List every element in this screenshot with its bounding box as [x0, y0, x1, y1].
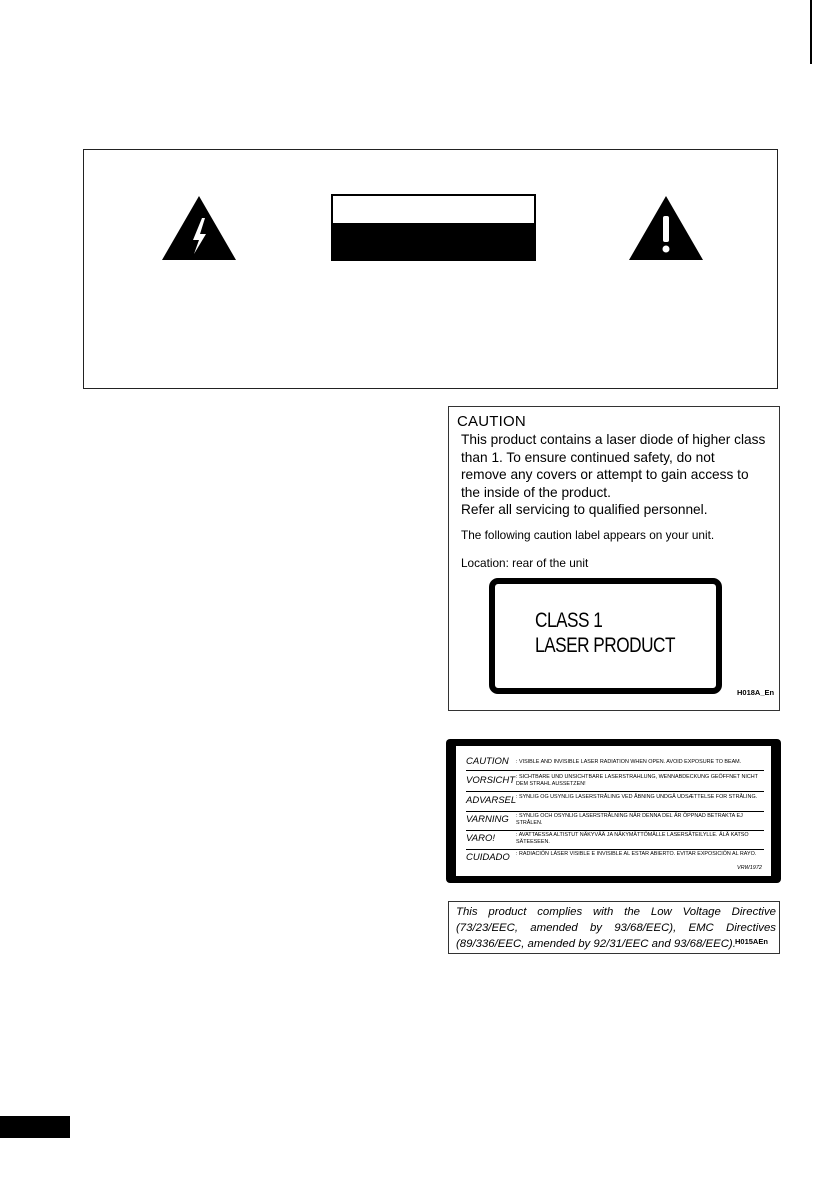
caution-line: This product contains a laser diode of higher class [461, 432, 766, 447]
label-text: : SYNLIG OCH OSYNLIG LASERSTRÅLNING NÄR DENNA DEL ÄR ÖPPNAD BETRAKTA EJ STRÅLEN. [516, 813, 743, 826]
multilingual-label-code: VRW1972 [737, 865, 762, 871]
caution-title: CAUTION [457, 413, 526, 430]
label-text: : SICHTBARE UND UNSICHTBARE LASERSTRAHLUNG, WENNABDECKUNG GEÖFFNET NICHT DEM STRAHL AUSSETZEN! [516, 774, 758, 787]
caution-code: H018A_En [737, 688, 775, 697]
label-row [466, 831, 764, 850]
exclamation-warning-icon [627, 194, 705, 262]
electric-shock-warning-icon [160, 194, 238, 262]
caution-body [461, 431, 777, 519]
caution-line: Refer all servicing to qualified personnel. [461, 502, 708, 517]
location-note: Location: rear of the unit [461, 556, 589, 570]
warning-label-box [331, 194, 536, 261]
page-tab [0, 1116, 70, 1138]
label-word: CAUTION [466, 756, 509, 767]
label-word: VARO! [466, 833, 496, 844]
label-word: VARNING [466, 814, 509, 825]
low-voltage-text: This product complies with the Low Voltage Directive (73/23/EEC, amended by 93/68/EEC), EMC Directives (89/336/EEC, amended by 92/31/EEC and 93/68/EEC). [456, 906, 776, 950]
caution-line: than 1. To ensure continued safety, do not [461, 449, 715, 465]
label-word: VORSICHT [466, 775, 516, 786]
caution-line: the inside of the product. [461, 484, 611, 500]
label-note: The following caution label appears on your unit. [461, 528, 715, 542]
label-row [466, 812, 764, 831]
warning-frame [83, 149, 778, 389]
warning-label-bar [333, 223, 534, 259]
edge-rule [810, 0, 812, 64]
label-row [466, 773, 764, 792]
label-text: : AVATTAESSA ALTISTUT NÄKYVÄÄ JA NÄKYMÄTTÖMÄLLE LASERSÄTEILYLLE. ÄLÄ KATSO SÄTEESEEN. [516, 832, 749, 845]
label-text: : SYNLIG OG USYNLIG LASERSTRÅLING VED ÅBNING UNDGÅ UDSÆTTELSE FOR STRÅLING. [516, 794, 758, 800]
caution-line: remove any covers or attempt to gain access to [461, 467, 749, 482]
label-row [466, 793, 764, 812]
label-text: : VISIBLE AND INVISIBLE LASER RADIATION WHEN OPEN. AVOID EXPOSURE TO BEAM. [516, 759, 742, 765]
low-voltage-code: H015AEn [735, 937, 768, 946]
laser-label-line1: CLASS 1 [535, 609, 603, 632]
label-row [466, 850, 764, 866]
label-row [466, 756, 764, 771]
label-word: ADVARSEL [466, 795, 517, 806]
label-word: CUIDADO [466, 852, 510, 863]
laser-label-line2: LASER PRODUCT [535, 634, 676, 657]
label-text: : RADIACIÓN LÁSER VISIBLE E INVISIBLE AL ESTAR ABIERTO. EVITAR EXPOSICIÓN AL RAYO. [516, 851, 757, 857]
